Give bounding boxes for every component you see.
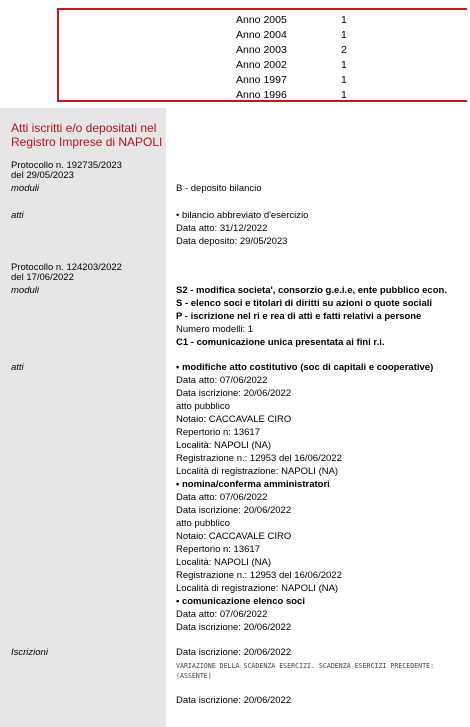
year-count: 1 — [341, 89, 347, 101]
moduli-label: moduli — [11, 285, 39, 296]
year-label: Anno 2005 — [236, 14, 287, 26]
year-label: Anno 2003 — [236, 44, 287, 56]
atti-line: • comunicazione elenco soci — [176, 596, 305, 607]
atti-line: • modifiche atto costitutivo (soc di capitali e cooperative) — [176, 362, 434, 373]
atti-line: Località: NAPOLI (NA) — [176, 440, 272, 451]
year-count: 2 — [341, 44, 347, 56]
moduli-value: S2 - modifica societa', consorzio g.e.i.e, ente pubblico econ. — [176, 285, 447, 296]
moduli-label: moduli — [11, 183, 39, 194]
atti-line: atto pubblico — [176, 401, 230, 412]
protocol-date: del 29/05/2023 — [11, 170, 74, 181]
year-count: 1 — [341, 14, 347, 26]
atti-label: atti — [11, 362, 24, 373]
atti-line: Data deposito: 29/05/2023 — [176, 236, 288, 247]
atti-line: Notaio: CACCAVALE CIRO — [176, 531, 292, 542]
label-column — [0, 108, 166, 727]
moduli-value: C1 - comunicazione unica presentata ai fini r.i. — [176, 337, 385, 348]
atti-line: Data iscrizione: 20/06/2022 — [176, 622, 292, 633]
atti-line: • bilancio abbreviato d'esercizio — [176, 210, 309, 221]
atti-line: • nomina/conferma amministratori — [176, 479, 330, 490]
protocol-number: Protocollo n. 124203/2022 — [11, 262, 122, 273]
atti-line: Data atto: 07/06/2022 — [176, 375, 268, 386]
atti-line: Località di registrazione: NAPOLI (NA) — [176, 583, 339, 594]
atti-line: Repertorio n: 13617 — [176, 544, 260, 555]
year-row — [59, 89, 467, 104]
moduli-value: S - elenco soci e titolari di diritti su azioni o quote sociali — [176, 298, 433, 309]
year-label: Anno 1997 — [236, 74, 287, 86]
atti-line: Data atto: 07/06/2022 — [176, 609, 268, 620]
year-label: Anno 2004 — [236, 29, 287, 41]
year-row — [59, 59, 467, 74]
atti-line: Località: NAPOLI (NA) — [176, 557, 272, 568]
year-label: Anno 2002 — [236, 59, 287, 71]
protocol-date: del 17/06/2022 — [11, 272, 74, 283]
year-count: 1 — [341, 74, 347, 86]
section-title: Atti iscritti e/o depositati nel Registro Imprese di NAPOLI — [11, 121, 163, 149]
atti-line: Data iscrizione: 20/06/2022 — [176, 388, 292, 399]
year-row — [59, 44, 467, 59]
atti-line: Notaio: CACCAVALE CIRO — [176, 414, 292, 425]
atti-line: Data atto: 31/12/2022 — [176, 223, 268, 234]
year-row — [59, 29, 467, 44]
atti-line: atto pubblico — [176, 518, 230, 529]
year-count: 1 — [341, 59, 347, 71]
iscrizioni-label: Iscrizioni — [11, 647, 48, 658]
atti-line: Data atto: 07/06/2022 — [176, 492, 268, 503]
moduli-value: B - deposito bilancio — [176, 183, 262, 194]
protocol-number: Protocollo n. 192735/2023 — [11, 160, 122, 171]
atti-line: Repertorio n: 13617 — [176, 427, 260, 438]
atti-line: Registrazione n.: 12953 del 16/06/2022 — [176, 570, 342, 581]
moduli-value: Numero modelli: 1 — [176, 324, 254, 335]
atti-label: atti — [11, 210, 24, 221]
year-row — [59, 74, 467, 89]
atti-line: Località di registrazione: NAPOLI (NA) — [176, 466, 339, 477]
iscrizione-date: Data iscrizione: 20/06/2022 — [176, 695, 292, 706]
year-row — [59, 14, 467, 29]
year-label: Anno 1996 — [236, 89, 287, 101]
atti-line: Registrazione n.: 12953 del 16/06/2022 — [176, 453, 342, 464]
years-summary-box — [57, 8, 467, 102]
atti-line: Data iscrizione: 20/06/2022 — [176, 505, 292, 516]
moduli-value: P - iscrizione nel ri e rea di atti e fatti relativi a persone — [176, 311, 422, 322]
iscrizione-date: Data iscrizione: 20/06/2022 — [176, 647, 292, 658]
iscrizione-note: VARIAZIONE DELLA SCADENZA ESERCIZI. SCADENZA ESERCIZI PRECEDENTE: (ASSENTE) — [176, 662, 435, 680]
year-count: 1 — [341, 29, 347, 41]
